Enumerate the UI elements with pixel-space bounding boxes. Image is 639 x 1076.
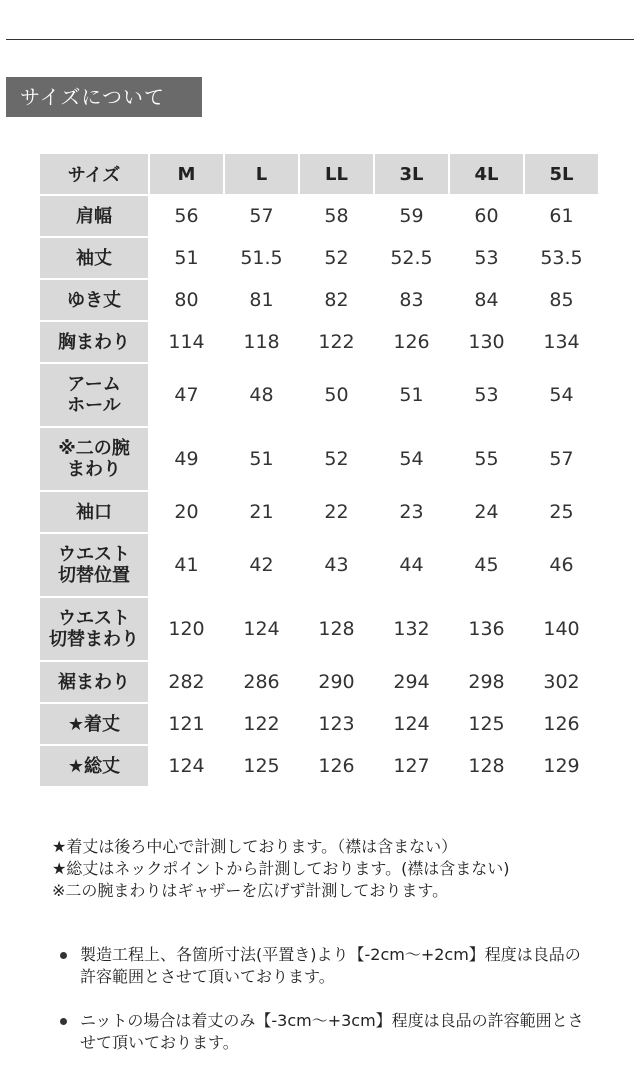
table-row (40, 746, 598, 786)
table-cell: 52.5 (375, 238, 448, 278)
row-label: 袖口 (40, 492, 148, 532)
table-cell: 51 (225, 428, 298, 490)
table-cell: 41 (150, 534, 223, 596)
table-cell: 129 (525, 746, 598, 786)
size-table (38, 152, 600, 788)
column-header: M (150, 154, 223, 194)
tolerance-list (52, 944, 592, 1076)
table-row (40, 534, 598, 596)
table-cell: 136 (450, 598, 523, 660)
row-label: 袖丈 (40, 238, 148, 278)
table-cell: 122 (225, 704, 298, 744)
table-row (40, 428, 598, 490)
table-cell: 43 (300, 534, 373, 596)
table-cell: 56 (150, 196, 223, 236)
table-cell: 20 (150, 492, 223, 532)
list-item-text: 製造工程上、各箇所寸法(平置き)より【-2cm～+2cm】程度は良品の許容範囲とさせて頂いております。 (80, 945, 581, 986)
table-cell: 128 (300, 598, 373, 660)
note-line: ★総丈はネックポイントから計測しております。(襟は含まない) (52, 859, 510, 878)
table-cell: 121 (150, 704, 223, 744)
top-divider (6, 39, 634, 40)
table-row (40, 704, 598, 744)
table-cell: 22 (300, 492, 373, 532)
table-cell: 298 (450, 662, 523, 702)
bullet-dot-icon (60, 952, 67, 959)
row-label: 胸まわり (40, 322, 148, 362)
row-label: ウエスト 切替位置 (40, 534, 148, 596)
table-cell: 57 (525, 428, 598, 490)
table-cell: 49 (150, 428, 223, 490)
table-cell: 125 (225, 746, 298, 786)
table-row (40, 364, 598, 426)
table-cell: 83 (375, 280, 448, 320)
table-cell: 125 (450, 704, 523, 744)
table-cell: 53 (450, 364, 523, 426)
row-label: ★総丈 (40, 746, 148, 786)
row-label: ★着丈 (40, 704, 148, 744)
column-header: L (225, 154, 298, 194)
table-cell: 24 (450, 492, 523, 532)
list-item (52, 944, 592, 988)
table-cell: 124 (375, 704, 448, 744)
table-row (40, 662, 598, 702)
table-cell: 50 (300, 364, 373, 426)
table-cell: 85 (525, 280, 598, 320)
table-cell: 290 (300, 662, 373, 702)
table-cell: 47 (150, 364, 223, 426)
table-cell: 130 (450, 322, 523, 362)
table-cell: 45 (450, 534, 523, 596)
table-cell: 126 (375, 322, 448, 362)
column-header: 5L (525, 154, 598, 194)
table-cell: 52 (300, 428, 373, 490)
table-cell: 51 (150, 238, 223, 278)
row-label: 裾まわり (40, 662, 148, 702)
note-line: ※二の腕まわりはギャザーを広げず計測しております。 (52, 881, 449, 900)
table-cell: 132 (375, 598, 448, 660)
table-cell: 57 (225, 196, 298, 236)
measurement-notes (52, 836, 592, 902)
row-label: アーム ホール (40, 364, 148, 426)
table-cell: 60 (450, 196, 523, 236)
list-item-text: ニットの場合は着丈のみ【-3cm～+3cm】程度は良品の許容範囲とさせて頂いております。 (80, 1011, 584, 1052)
table-cell: 55 (450, 428, 523, 490)
table-row (40, 322, 598, 362)
table-cell: 54 (375, 428, 448, 490)
bullet-dot-icon (60, 1018, 67, 1025)
table-cell: 294 (375, 662, 448, 702)
row-label: ウエスト 切替まわり (40, 598, 148, 660)
table-cell: 114 (150, 322, 223, 362)
table-cell: 81 (225, 280, 298, 320)
section-title: サイズについて (6, 77, 202, 117)
table-cell: 124 (150, 746, 223, 786)
column-header: LL (300, 154, 373, 194)
table-cell: 122 (300, 322, 373, 362)
table-cell: 52 (300, 238, 373, 278)
column-header: 4L (450, 154, 523, 194)
table-cell: 46 (525, 534, 598, 596)
table-cell: 61 (525, 196, 598, 236)
table-cell: 282 (150, 662, 223, 702)
table-cell: 25 (525, 492, 598, 532)
table-cell: 134 (525, 322, 598, 362)
column-header: 3L (375, 154, 448, 194)
table-cell: 51.5 (225, 238, 298, 278)
table-cell: 128 (450, 746, 523, 786)
table-cell: 21 (225, 492, 298, 532)
table-cell: 51 (375, 364, 448, 426)
table-row (40, 598, 598, 660)
table-cell: 123 (300, 704, 373, 744)
table-cell: 59 (375, 196, 448, 236)
table-cell: 58 (300, 196, 373, 236)
table-cell: 140 (525, 598, 598, 660)
table-cell: 118 (225, 322, 298, 362)
table-cell: 23 (375, 492, 448, 532)
row-label: ゆき丈 (40, 280, 148, 320)
table-cell: 48 (225, 364, 298, 426)
table-cell: 44 (375, 534, 448, 596)
table-cell: 124 (225, 598, 298, 660)
table-cell: 80 (150, 280, 223, 320)
row-label: 肩幅 (40, 196, 148, 236)
table-cell: 126 (300, 746, 373, 786)
table-cell: 286 (225, 662, 298, 702)
table-cell: 53.5 (525, 238, 598, 278)
table-header-row (40, 154, 598, 194)
table-corner-label: サイズ (40, 154, 148, 194)
table-cell: 302 (525, 662, 598, 702)
table-cell: 126 (525, 704, 598, 744)
table-cell: 84 (450, 280, 523, 320)
table-cell: 82 (300, 280, 373, 320)
table-row (40, 492, 598, 532)
table-cell: 120 (150, 598, 223, 660)
table-cell: 54 (525, 364, 598, 426)
row-label: ※二の腕 まわり (40, 428, 148, 490)
note-line: ★着丈は後ろ中心で計測しております。（襟は含まない） (52, 837, 458, 856)
table-row (40, 280, 598, 320)
table-cell: 53 (450, 238, 523, 278)
list-item (52, 1010, 592, 1054)
table-row (40, 196, 598, 236)
table-cell: 42 (225, 534, 298, 596)
table-row (40, 238, 598, 278)
table-cell: 127 (375, 746, 448, 786)
